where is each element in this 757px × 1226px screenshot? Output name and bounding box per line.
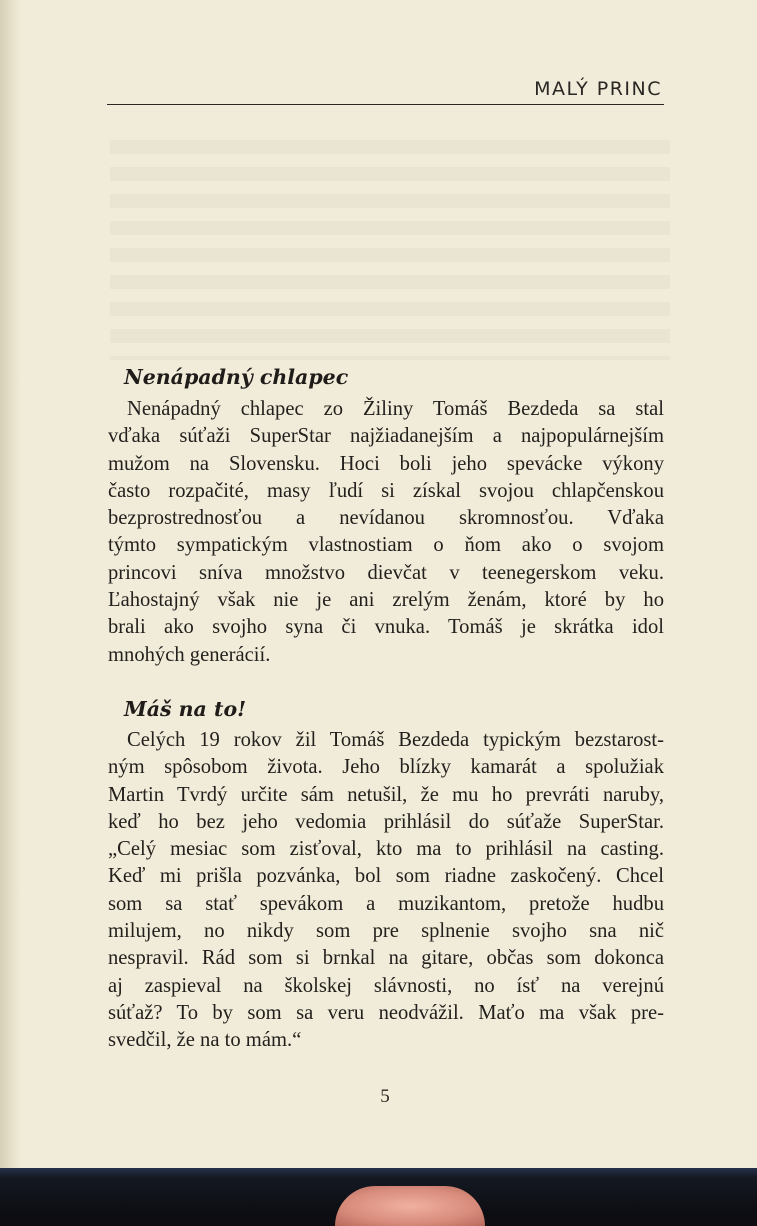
text-line: nespravil. Rád som si brnkal na gitare, občas som dokonca bbox=[108, 947, 664, 970]
text-line: bezprostrednosťou a nevídanou skromnosťou. Vďaka bbox=[108, 507, 664, 530]
text-line: keď ho bez jeho vedomia prihlásil do súťaže SuperStar. bbox=[108, 810, 664, 833]
text-line: vďaka súťaži SuperStar najžiadanejším a najpopulárnejším bbox=[108, 425, 664, 448]
running-head-title: MALÝ PRINC bbox=[534, 78, 662, 100]
running-head bbox=[107, 74, 664, 105]
text-line: svedčil, že na to mám.“ bbox=[108, 1029, 302, 1052]
text-line: princovi sníva množstvo dievčat v teenegerskom veku. bbox=[108, 561, 664, 584]
bleed-through-text bbox=[110, 140, 670, 360]
text-line: mužom na Slovensku. Hoci boli jeho spevácke výkony bbox=[108, 452, 664, 475]
text-line: Martin Tvrdý určite sám netušil, že mu ho prevráti naruby, bbox=[108, 783, 664, 806]
holding-thumb bbox=[335, 1186, 485, 1226]
text-line: ným spôsobom života. Jeho blízky kamarát a spolužiak bbox=[108, 756, 664, 779]
page-gutter bbox=[0, 0, 22, 1168]
text-line: mnohých generácií. bbox=[108, 643, 271, 666]
text-line: brali ako svojho syna či vnuka. Tomáš je skrátka idol bbox=[108, 616, 664, 639]
paragraph-1 bbox=[108, 396, 664, 669]
text-line: Nenápadný chlapec zo Žiliny Tomáš Bezdeda sa stal bbox=[127, 398, 664, 420]
text-line: „Celý mesiac som zisťoval, kto ma to prihlásil na casting. bbox=[108, 838, 664, 861]
text-line: Keď mi prišla pozvánka, bol som riadne zaskočený. Chcel bbox=[108, 865, 664, 888]
page-number: 5 bbox=[380, 1086, 390, 1107]
text-line: Ľahostajný však nie je ani zrelým ženám, ktoré by ho bbox=[108, 589, 664, 612]
section-title-1: Nenápadný chlapec bbox=[124, 365, 349, 389]
text-line: aj zaspieval na školskej slávnosti, no ísť na verejnú bbox=[108, 974, 664, 997]
text-line: milujem, no nikdy som pre splnenie svojho sna nič bbox=[108, 920, 664, 943]
text-line: často rozpačité, masy ľudí si získal svojou chlapčenskou bbox=[108, 479, 664, 502]
text-line: som sa stať spevákom a muzikantom, pretože hudbu bbox=[108, 892, 664, 915]
section-title-2: Máš na to! bbox=[124, 697, 247, 721]
text-line: Celých 19 rokov žil Tomáš Bezdeda typickým bezstarost- bbox=[127, 729, 664, 751]
text-line: súťaž? To by som sa veru neodvážil. Maťo ma však pre- bbox=[108, 1001, 664, 1024]
text-line: týmto sympatickým vlastnostiam o ňom ako o svojom bbox=[108, 534, 664, 557]
paragraph-2 bbox=[108, 727, 664, 1055]
